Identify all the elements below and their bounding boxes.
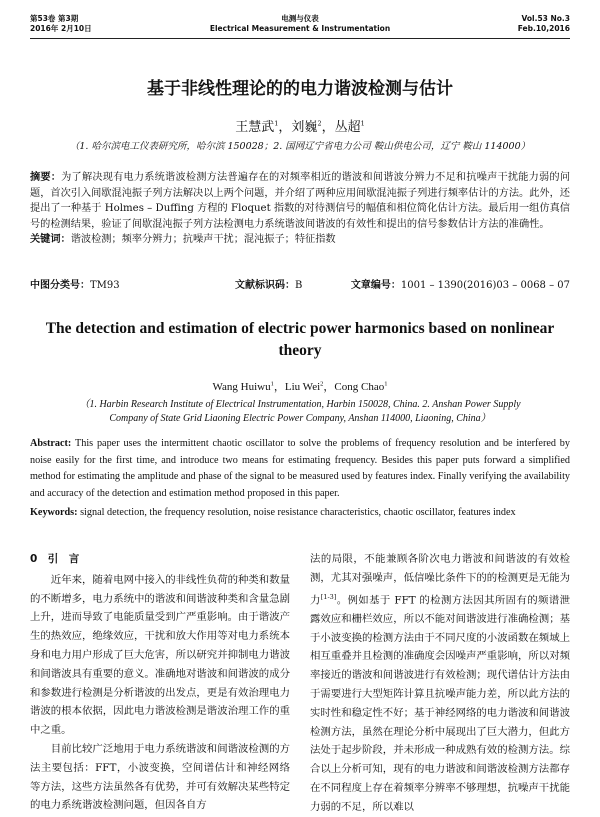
author-1-cn: 王慧武 xyxy=(235,120,275,135)
article-number-field xyxy=(351,276,570,291)
classification-line xyxy=(30,276,570,290)
header-volume-en: Vol.53 No.3 xyxy=(521,14,570,23)
author-3-en-aff: 1 xyxy=(384,380,388,388)
author-sep: ， xyxy=(321,120,335,135)
author-sep: ， xyxy=(278,120,292,135)
header-rule xyxy=(30,38,570,39)
abstract-en-label: Abstract: xyxy=(30,438,72,449)
citation-ref: [1-3] xyxy=(320,592,337,601)
article-number-value: 1001 – 1390(2016)03 – 0068 – 07 xyxy=(400,280,570,291)
paper-title-en: The detection and estimation of electric power harmonics based on nonlinear theory xyxy=(45,320,555,359)
body-column-right xyxy=(310,550,570,817)
doc-code-label: 文献标识码： xyxy=(235,280,295,291)
body-text: 。例如基于 FFT 的检测方法因其所固有的频谱泄露效应和栅栏效应，所以不能对间谐波进行准确检测；基于小波变换的检测方法由于不同尺度的小波函数在频域上相互重叠并且检测的准确度会因噪声严重影响，所以对频率接近的谐波和间谐波进行有效检测；现代谱估计方法由于需要进行大型矩阵计算且抗噪声能力差，所以此方法的实时性和稳定性不好；基于神经网络的电力谐波和间谐波检测方法，虽然在理论分析中展现出了巨大潜力，但此方法处于起步阶段，并未形成一种成熟有效的检测方法。综合以上分析可知，现有的电力谐波和间谐波检测方法都存在不同程度上存在着频率分辨率不够理想，抗噪声干扰能力弱的不足，所以难以 xyxy=(310,594,570,813)
author-sep: ， xyxy=(323,381,335,393)
body-paragraph: 目前比较广泛地用于电力系统谐波和间谐波检测的方法主要包括：FFT，小波变换，空间谱估计和神经网络等方法，这些方法虽然各有优势，并可有效解决某些特定的电力系统谐波检测问题，但因各自方 xyxy=(30,742,290,812)
authors-cn xyxy=(0,116,600,135)
author-2-en: Liu Wei xyxy=(284,381,321,393)
author-3-cn: 丛超 xyxy=(334,120,361,135)
author-2-en-aff: 2 xyxy=(320,380,324,388)
keywords-cn-label: 关键词： xyxy=(30,234,71,245)
keywords-en-text: signal detection, the frequency resolution, noise resistance characteristics, chaotic oscillator, features index xyxy=(80,507,516,518)
body-paragraph: 近年来，随着电网中接入的非线性负荷的种类和数量的不断增多，电力系统中的谐波和间谐波种类和含量急剧上升，进而导致了电能质量受到广严重影响。由于谐波产生的热效应，绝缘效应，干扰和放大作用等对电力系统本身和电力用户形成了巨大危害，所以研究并抑制电力谐波和间谐波具有重要的意义。准确地对谐波和间谐波的成分和参数进行检测是分析谐波的出发点，更是有效治理电力谐波的根本依据，因此电力谐波检测是谐波治理工作的重中之重。 xyxy=(30,573,290,737)
header-date-cn: 2016年 2月10日 xyxy=(30,24,92,33)
header-center xyxy=(30,14,570,34)
abstract-en-text: This paper uses the intermittent chaotic oscillator to solve the problems of frequency resolution and be interfered by noise easily for the first time, and introduce two means for estimating frequency. Besides this paper puts forward a simplified method for estimating the amplitude and phase of the signal to be measured used by features index. Finally verifying the availability and accuracy of the detection and estimation method proposed in this paper. xyxy=(30,438,570,499)
authors-en xyxy=(0,378,600,394)
abstract-en xyxy=(30,436,570,502)
clc-value: TM93 xyxy=(90,280,120,291)
affiliation-en: （1. Harbin Research Institute of Electrical Instrumentation, Harbin 150028, China. 2. Anshan Power Supply Company of State Grid Liaoning Electric Power Company, Anshan 114000, Liaoning, China） xyxy=(79,399,521,424)
abstract-cn-paragraph xyxy=(30,170,570,232)
header-journal-cn: 电测与仪表 xyxy=(281,14,319,23)
header-date-en: Feb.10,2016 xyxy=(517,24,570,33)
body-paragraph xyxy=(310,550,570,817)
clc-field xyxy=(30,276,120,291)
keywords-en xyxy=(30,505,570,521)
header-right xyxy=(518,14,570,34)
body-text: 法的局限，不能兼顾各阶次电力谐波和间谐波的有效检测，尤其对强噪声，低信噪比条件下的的检测更是无能为力 xyxy=(310,553,570,607)
affiliation-cn: （1. 哈尔滨电工仪表研究所，哈尔滨 150028；2. 国网辽宁省电力公司 鞍山供电公司，辽宁 鞍山 114000） xyxy=(69,141,531,152)
abstract-cn-text: 为了解决现有电力系统谐波检测方法普遍存在的对频率相近的谐波和间谐波分辨力不足和抗噪声干扰能力弱的问题，首次引入间歇混沌振子列方法解决以上两个问题，并介绍了两种应用间歇混沌振子列进行频率估计的方法。此外，还提出了一种基于 Holmes – Duffing 方程的 Floquet 指数的对待测信号的幅值和相位简化估计方法。最后用一组仿真信号的检测结果，验证了间歇混沌振子列方法检测电力系统谐波间谐波的有效性和提出的信号参数估计方法的准确性。 xyxy=(30,172,571,230)
header-volume-cn: 第53卷 第3期 xyxy=(30,14,79,23)
doc-code-value: B xyxy=(295,280,303,291)
body-column-left xyxy=(30,550,290,815)
article-number-label: 文章编号： xyxy=(350,280,401,291)
author-2-cn-aff: 2 xyxy=(317,119,322,128)
keywords-cn-text: 谐波检测；频率分辨力；抗噪声干扰；混沌振子；特征指数 xyxy=(70,234,336,245)
keywords-en-label: Keywords: xyxy=(30,507,78,518)
abstract-cn xyxy=(30,170,570,248)
author-sep: ， xyxy=(273,381,285,393)
paper-title-cn: 基于非线性理论的的电力谐波检测与估计 xyxy=(147,79,453,99)
header-journal-en: Electrical Measurement & Instrumentation xyxy=(209,24,391,33)
section-heading-introduction: 0 引 言 xyxy=(30,553,80,565)
author-3-en: Cong Chao xyxy=(334,381,385,393)
author-3-cn-aff: 1 xyxy=(360,119,365,128)
abstract-cn-label: 摘要： xyxy=(30,172,62,183)
running-header xyxy=(30,14,570,38)
author-1-en: Wang Huiwu xyxy=(212,381,271,393)
author-2-cn: 刘巍 xyxy=(291,120,318,135)
doc-code-field xyxy=(235,276,302,291)
author-1-cn-aff: 1 xyxy=(274,119,279,128)
clc-label: 中图分类号： xyxy=(30,280,90,291)
keywords-cn-line xyxy=(30,232,570,248)
author-1-en-aff: 1 xyxy=(270,380,274,388)
